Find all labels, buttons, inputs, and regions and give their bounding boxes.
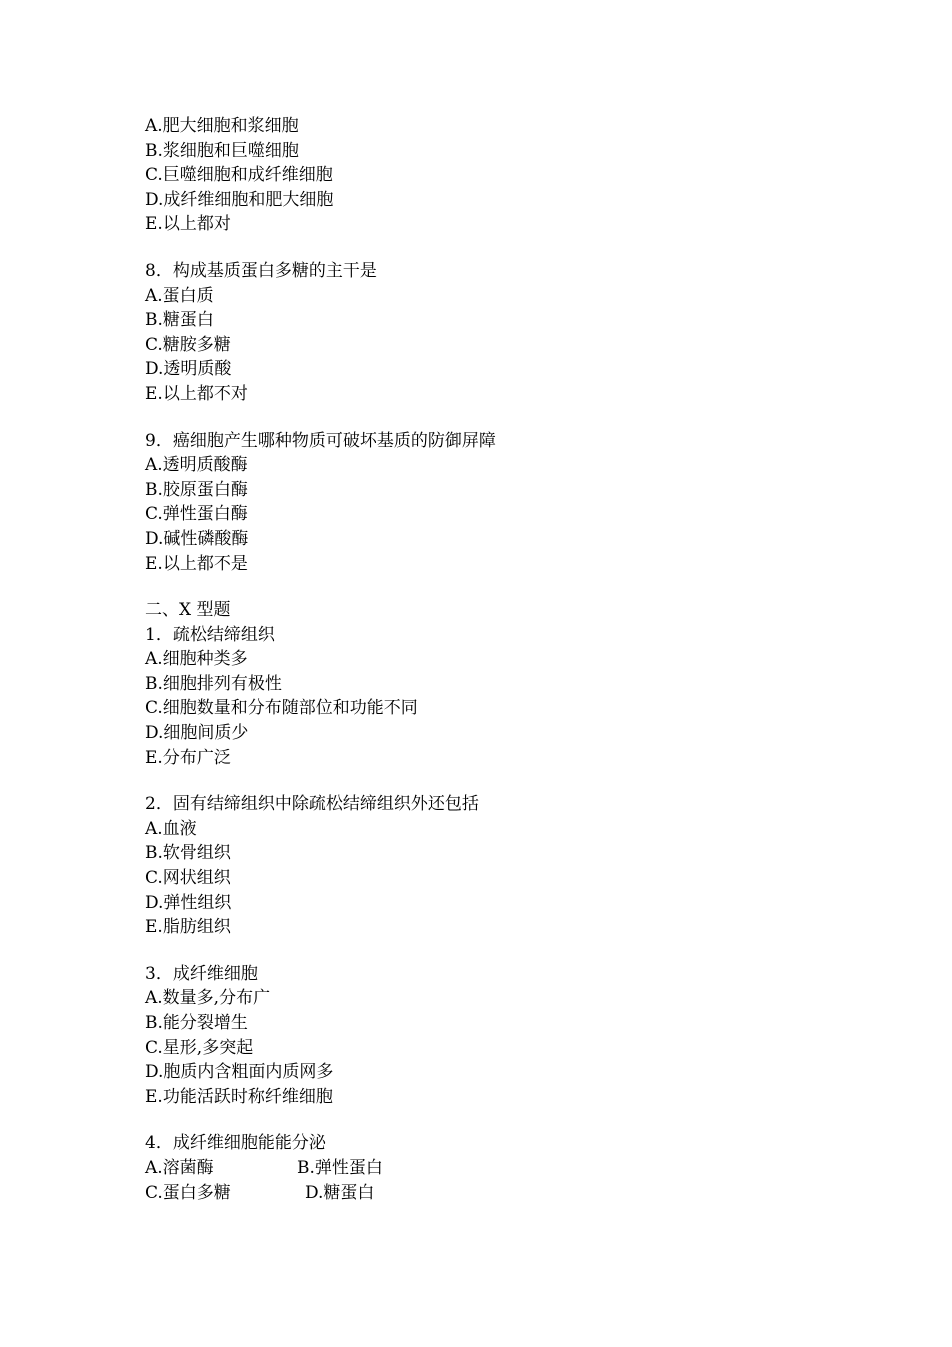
option-a: A.蛋白质 [145, 285, 214, 306]
option-c: C.细胞数量和分布随部位和功能不同 [145, 698, 418, 719]
option-d: D.细胞间质少 [145, 723, 249, 744]
option-b: B.弹性蛋白 [297, 1157, 383, 1178]
option-a: A.溶菌酶 [145, 1157, 214, 1178]
option-a: A.血液 [145, 818, 197, 839]
option-e: E.脂肪组织 [145, 917, 231, 938]
option-b: B.细胞排列有极性 [145, 673, 282, 694]
option-a: A.细胞种类多 [145, 649, 248, 670]
option-e: E.功能活跃时称纤维细胞 [145, 1086, 333, 1107]
option-c: C.糖胺多糖 [145, 334, 231, 355]
option-e: E.分布广泛 [145, 747, 231, 768]
question-list [145, 114, 845, 1205]
question-stem: 2．固有结缔组织中除疏松结缔组织外还包括 [145, 794, 479, 815]
option-d: D.成纤维细胞和肥大细胞 [145, 189, 334, 210]
option-b: B.软骨组织 [145, 843, 231, 864]
option-e: E.以上都不对 [145, 383, 248, 404]
question-stem: 3．成纤维细胞 [145, 963, 258, 984]
option-row [145, 1181, 845, 1206]
question-stem: 1．疏松结缔组织 [145, 624, 275, 645]
option-c: C.巨噬细胞和成纤维细胞 [145, 165, 333, 186]
option-a: A.透明质酸酶 [145, 455, 248, 476]
option-d: D.弹性组织 [145, 892, 232, 913]
option-c: C.蛋白多糖 [145, 1182, 231, 1203]
option-d: D.糖蛋白 [305, 1182, 375, 1203]
option-b: B.能分裂增生 [145, 1013, 248, 1033]
x-question-3 [145, 962, 845, 1110]
option-e: E.以上都不是 [145, 553, 248, 574]
option-d: D.碱性磷酸酶 [145, 528, 249, 549]
question-stem: 4．成纤维细胞能能分泌 [145, 1133, 326, 1154]
option-c: C.星形,多突起 [145, 1037, 254, 1058]
x-question-4 [145, 1131, 845, 1205]
section-heading: 二、X 型题 [145, 600, 231, 621]
option-e: E.以上都对 [145, 214, 231, 235]
option-c: C.弹性蛋白酶 [145, 504, 248, 525]
question-8 [145, 259, 845, 407]
question-stem: 9．癌细胞产生哪种物质可破坏基质的防御屏障 [145, 430, 496, 451]
option-a: A.肥大细胞和浆细胞 [145, 116, 299, 136]
option-a: A.数量多,分布广 [145, 988, 271, 1009]
question-9 [145, 429, 845, 577]
x-question-1 [145, 623, 845, 771]
option-b: B.糖蛋白 [145, 310, 214, 331]
option-row [145, 1156, 845, 1181]
option-b: B.胶原蛋白酶 [145, 479, 248, 500]
question-7-options [145, 114, 845, 237]
option-b: B.浆细胞和巨噬细胞 [145, 140, 299, 161]
option-d: D.胞质内含粗面内质网多 [145, 1062, 334, 1083]
option-c: C.网状组织 [145, 868, 231, 889]
x-question-2 [145, 792, 845, 940]
option-d: D.透明质酸 [145, 359, 232, 380]
question-stem: 8．构成基质蛋白多糖的主干是 [145, 260, 377, 281]
